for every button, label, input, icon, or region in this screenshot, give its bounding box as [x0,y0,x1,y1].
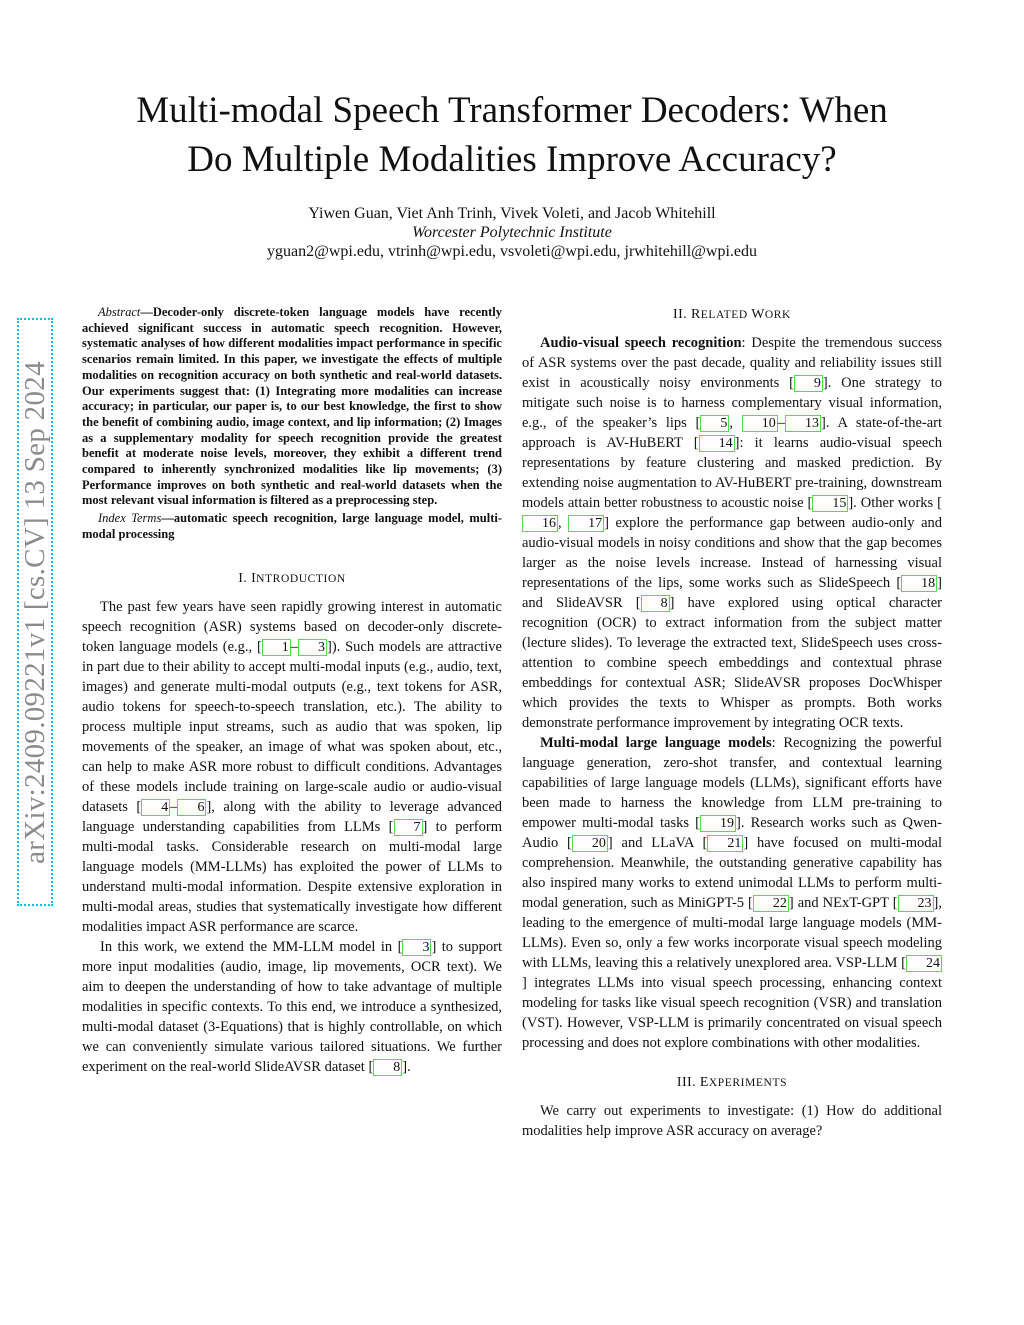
author-block [60,204,964,261]
citation-link[interactable]: 3 [298,639,327,656]
index-terms-lead: Index Terms [98,511,162,526]
paper-title [60,86,964,184]
right-column [522,305,942,1141]
citation-link[interactable]: 6 [177,799,206,816]
left-column [82,305,502,1077]
arxiv-id-text: arXiv:2409.09221v1 [cs.CV] 13 Sep 2024 [18,360,51,864]
runin-heading-mmllm: Multi-modal large language models [540,735,772,751]
section-heading-introduction: I. INTRODUCTION [238,570,346,586]
citation-link[interactable]: 10 [742,415,778,432]
related-work-paragraph-1: Audio-visual speech recognition: Despite the tremendous success of ASR systems over the past decade, quality and reliability issues still exist in acoustically noisy environments [ 9 ]. One strategy to mitigate such noise is to harness complementary visual information, e.g., of the speaker’s lips [ 5 , 10 – 13 ]. A state-of-the-art approach is AV-HuBERT [ 14 ]: it learns audio-visual speech representations by feature clustering and masked prediction. By extending noise augmentation to AV-HuBERT pre-training, downstream models attain better robustness to acoustic noise [ 15 ]. Other works [16 , 17 ] explore the performance gap between audio-only and audio-visual models in noisy conditions and show that the gap becomes larger as the noise levels increase. Instead of harnessing visual representations of the lips, some works such as SlideSpeech [ 18 ] and SlideAVSR [ 8 ] have explored using optical character recognition (OCR) to extract information from the subject matter (lecture slides). To leverage the extracted text, SlideSpeech uses cross-attention to combine speech embeddings and contextual phrase embeddings for contextual ASR; SlideAVSR proposes DocWhisper which provides the texts to Whisper as prompts. Both works demonstrate performance improvement by integrating OCR texts. [522,335,943,731]
section-heading-related-work: II. RELATED WORK [673,307,791,322]
citation-link[interactable]: 5 [700,415,729,432]
abstract-lead: Abstract [98,305,141,319]
citation-link[interactable]: 3 [402,939,431,956]
citation-link[interactable]: 4 [141,799,170,816]
citation-link[interactable]: 14 [699,435,735,452]
citation-link[interactable]: 15 [812,495,848,512]
citation-link[interactable]: 1 [262,639,291,656]
abstract-text: —Decoder-only discrete-token language models have recently achieved significant success in automatic speech recognition. However, systematic analyses of how different modalities impact performance in specific scenarios remain limited. In this paper, we investigate the effects of multiple modalities on recognition accuracy on both synthetic and real-world datasets. Our experiments suggest that: (1) Integrating more modalities can increase accuracy; in particular, our paper is, to our best knowledge, the first to show the benefit of combining audio, image context, and lip information; (2) Images as a supplementary modality for speech recognition provide the greatest benefit at moderate noise levels, moreover, they exhibit a different trend compared to inherently synchronized modalities like lip movements; (3) Performance improves on both synthetic and real-world datasets when the most relevant visual information is filtered as a preprocessing step. [82,305,502,508]
affiliation: Worcester Polytechnic Institute [412,224,612,241]
title-line-1: Multi-modal Speech Transformer Decoders: When [136,90,888,131]
citation-link[interactable]: 21 [707,835,743,852]
citation-link[interactable]: 8 [373,1059,402,1076]
title-line-2: Do Multiple Modalities Improve Accuracy? [187,139,837,180]
related-work-paragraph-2: Multi-modal large language models: Recognizing the powerful language generation, zero-shot transfer, and contextual learning capabilities of large language models (LLMs), significant efforts have been made to harness the knowledge from LLM pre-training to empower multi-modal tasks [ 19 ]. Research works such as Qwen-Audio [ 20 ] and LLaVA [ 21 ] have focused on multi-modal comprehension. Meanwhile, the outstanding generative capability has also inspired many works to extend unimodal LLMs to perform multi-modal generation, such as MiniGPT-5 [ 22 ] and NExT-GPT [ 23 ], leading to the emergence of multi-modal large language models (MM-LLMs). Even so, only a few works incorporate visual speech modeling with LLMs, leaving this a relatively unexplored area. VSP-LLM [ 24] integrates LLMs into visual speech processing, enhancing context modeling for tasks like visual speech recognition (VSR) and translation (VST). However, VSP-LLM is primarily concentrated on visual speech processing and does not explore combinations with other modalities. [522,735,942,1051]
index-terms [82,511,502,542]
citation-link[interactable]: 17 [568,515,604,532]
citation-link[interactable]: 19 [700,815,736,832]
arxiv-watermark [17,318,53,906]
citation-link[interactable]: 8 [641,595,670,612]
section-heading-experiments: III. EXPERIMENTS [676,1075,788,1090]
citation-link[interactable]: 7 [394,819,423,836]
runin-heading-avsr: Audio-visual speech recognition [540,335,742,351]
citation-link[interactable]: 20 [572,835,608,852]
author-names: Yiwen Guan, Viet Anh Trinh, Vivek Voleti, and Jacob Whitehill [308,205,716,222]
intro-paragraph-2: In this work, we extend the MM-LLM model in [ 3 ] to support more input modalities (audio, image, lip movements, OCR text). We aim to deepen the understanding of how to take advantage of multiple modalities in specific contexts. To this end, we introduce a synthesized, multi-modal dataset (3-Equations) that is highly controllable, on which we can conveniently simulate various tailored situations. We further experiment on the real-world SlideAVSR dataset [ 8 ]. [82,938,503,1075]
citation-link[interactable]: 18 [901,575,937,592]
citation-link[interactable]: 23 [898,895,934,912]
author-emails: yguan2@wpi.edu, vtrinh@wpi.edu, vsvoleti@wpi.edu, jrwhitehill@wpi.edu [267,243,757,260]
index-terms-text: —automatic speech recognition, large language model, multi-modal processing [82,511,502,541]
citation-link[interactable]: 24 [906,955,942,972]
citation-link[interactable]: 13 [785,415,821,432]
experiments-paragraph-1: We carry out experiments to investigate: (1) How do additional modalities help improve ASR accuracy on average? [522,1103,942,1139]
intro-paragraph-1: The past few years have seen rapidly growing interest in automatic speech recognition (ASR) systems based on decoder-only discrete-token language models (e.g., [ 1 – 3 ]). Such models are attractive in part due to their ability to accept multi-modal inputs (e.g., audio, text, images) and generate multi-modal outputs (e.g., text tokens for ASR, audio tokens for speech-to-speech translation, etc.). The ability to process multiple input streams, such as audio that was spoken, lip movements of the speaker, an image of what was spoken about, etc., can help to make ASR more robust to difficult conditions. Advantages of these models include training on large-scale audio or audio-visual datasets [ 4 – 6 ], along with the ability to leverage advanced language understanding capabilities from LLMs [ 7 ] to perform multi-modal tasks. Considerable research on multi-modal large language models (MM-LLMs) has exploited the power of LLMs to understand multi-modal information. Despite extensive exploration in multi-modal areas, studies that systematically investigate how different modalities impact ASR performance are scarce. [82,598,502,935]
citation-link[interactable]: 16 [522,515,558,532]
abstract [82,305,502,509]
citation-link[interactable]: 22 [753,895,789,912]
citation-link[interactable]: 9 [794,375,823,392]
